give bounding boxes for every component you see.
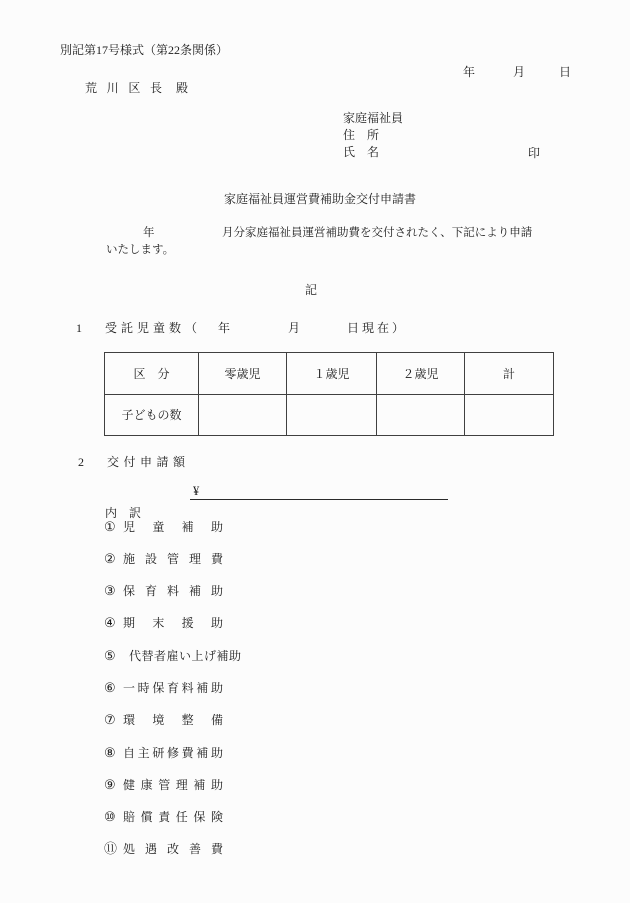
section2-number: 2: [78, 455, 84, 469]
breakdown-item-2: [104, 553, 244, 567]
item-11-number: ⑪: [104, 841, 118, 856]
item-3-label: 保 育 料 補 助: [123, 584, 223, 598]
breakdown-item-9: [104, 779, 244, 793]
breakdown-item-3: [104, 585, 244, 599]
table-header-age2: ２歳児: [377, 353, 465, 395]
item-6-label: 一 時 保 育 料 補 助: [123, 681, 223, 695]
body-year-label: 年: [143, 227, 155, 239]
breakdown-item-4: [104, 617, 244, 631]
item-5-number: ⑤: [104, 648, 116, 663]
addressee-line: [85, 81, 189, 95]
children-count-table: [104, 352, 554, 436]
note-mark: 記: [305, 283, 318, 297]
table-header-age1: １歳児: [287, 353, 377, 395]
section1-label: 受託児童数（: [105, 321, 202, 335]
item-3-number: ③: [104, 583, 116, 598]
yen-sign: ¥: [193, 484, 200, 498]
table-cell-age2: [377, 395, 465, 436]
table-header-total: 計: [465, 353, 554, 395]
item-9-number: ⑨: [104, 777, 116, 792]
breakdown-item-6: [104, 682, 244, 696]
addressee-honorific: 殿: [176, 81, 189, 95]
item-10-label: 賠 償 責 任 保 険: [123, 810, 223, 824]
table-header-category: 区 分: [105, 353, 199, 395]
section1-day-suffix: 日現在）: [347, 321, 408, 335]
item-2-number: ②: [104, 551, 116, 566]
applicant-address-label: 住 所: [343, 128, 380, 142]
breakdown-item-7: [104, 714, 244, 728]
seal-mark: 印: [528, 146, 541, 160]
table-body-row: [105, 395, 554, 436]
amount-line: [190, 485, 448, 500]
form-number: 別記第17号様式（第22条関係）: [60, 43, 229, 57]
section1-year-label: 年: [218, 321, 231, 335]
body-line1: 月分家庭福祉員運営補助費を交付されたく、下記により申請: [222, 227, 533, 239]
breakdown-label: 内 訳: [105, 506, 142, 520]
item-7-number: ⑦: [104, 712, 116, 727]
item-2-label: 施 設 管 理 費: [123, 552, 223, 566]
item-7-label: 環 境 整 備: [123, 713, 223, 727]
applicant-block: [343, 112, 403, 163]
breakdown-item-8: [104, 747, 244, 761]
item-9-label: 健 康 管 理 補 助: [123, 778, 223, 792]
applicant-name-label: 氏 名: [343, 145, 380, 159]
document-title: 家庭福祉員運営費補助金交付申請書: [223, 192, 417, 206]
section1-month-label: 月: [288, 321, 301, 335]
section1-number: 1: [76, 321, 82, 335]
date-day-label: 日: [559, 65, 572, 79]
section2-label: 交付申請額: [107, 455, 190, 469]
addressee-name: 荒 川 区 長: [85, 81, 162, 95]
date-year-label: 年: [463, 65, 476, 79]
item-6-number: ⑥: [104, 680, 116, 695]
table-header-row: [105, 353, 554, 395]
item-8-label: 自 主 研 修 費 補 助: [123, 746, 223, 760]
item-5-label: 代替者雇い上げ補助: [129, 649, 242, 663]
breakdown-list: [104, 521, 244, 866]
breakdown-item-1: [104, 521, 244, 535]
item-1-number: ①: [104, 519, 116, 534]
item-1-label: 児 童 補 助: [123, 520, 223, 534]
body-line2: いたします。: [106, 244, 175, 256]
breakdown-item-5: [104, 650, 244, 664]
item-4-label: 期 末 援 助: [123, 616, 223, 630]
breakdown-item-10: [104, 811, 244, 825]
item-4-number: ④: [104, 615, 116, 630]
item-8-number: ⑧: [104, 745, 116, 760]
table-row-label: 子どもの数: [105, 395, 199, 436]
date-month-label: 月: [513, 65, 526, 79]
table-header-age0: 零歳児: [199, 353, 287, 395]
table-cell-total: [465, 395, 554, 436]
table-cell-age1: [287, 395, 377, 436]
table-cell-age0: [199, 395, 287, 436]
breakdown-item-11: [104, 843, 244, 857]
item-10-number: ⑩: [104, 809, 116, 824]
applicant-role: 家庭福祉員: [343, 111, 404, 125]
item-11-label: 処 遇 改 善 費: [123, 842, 223, 856]
